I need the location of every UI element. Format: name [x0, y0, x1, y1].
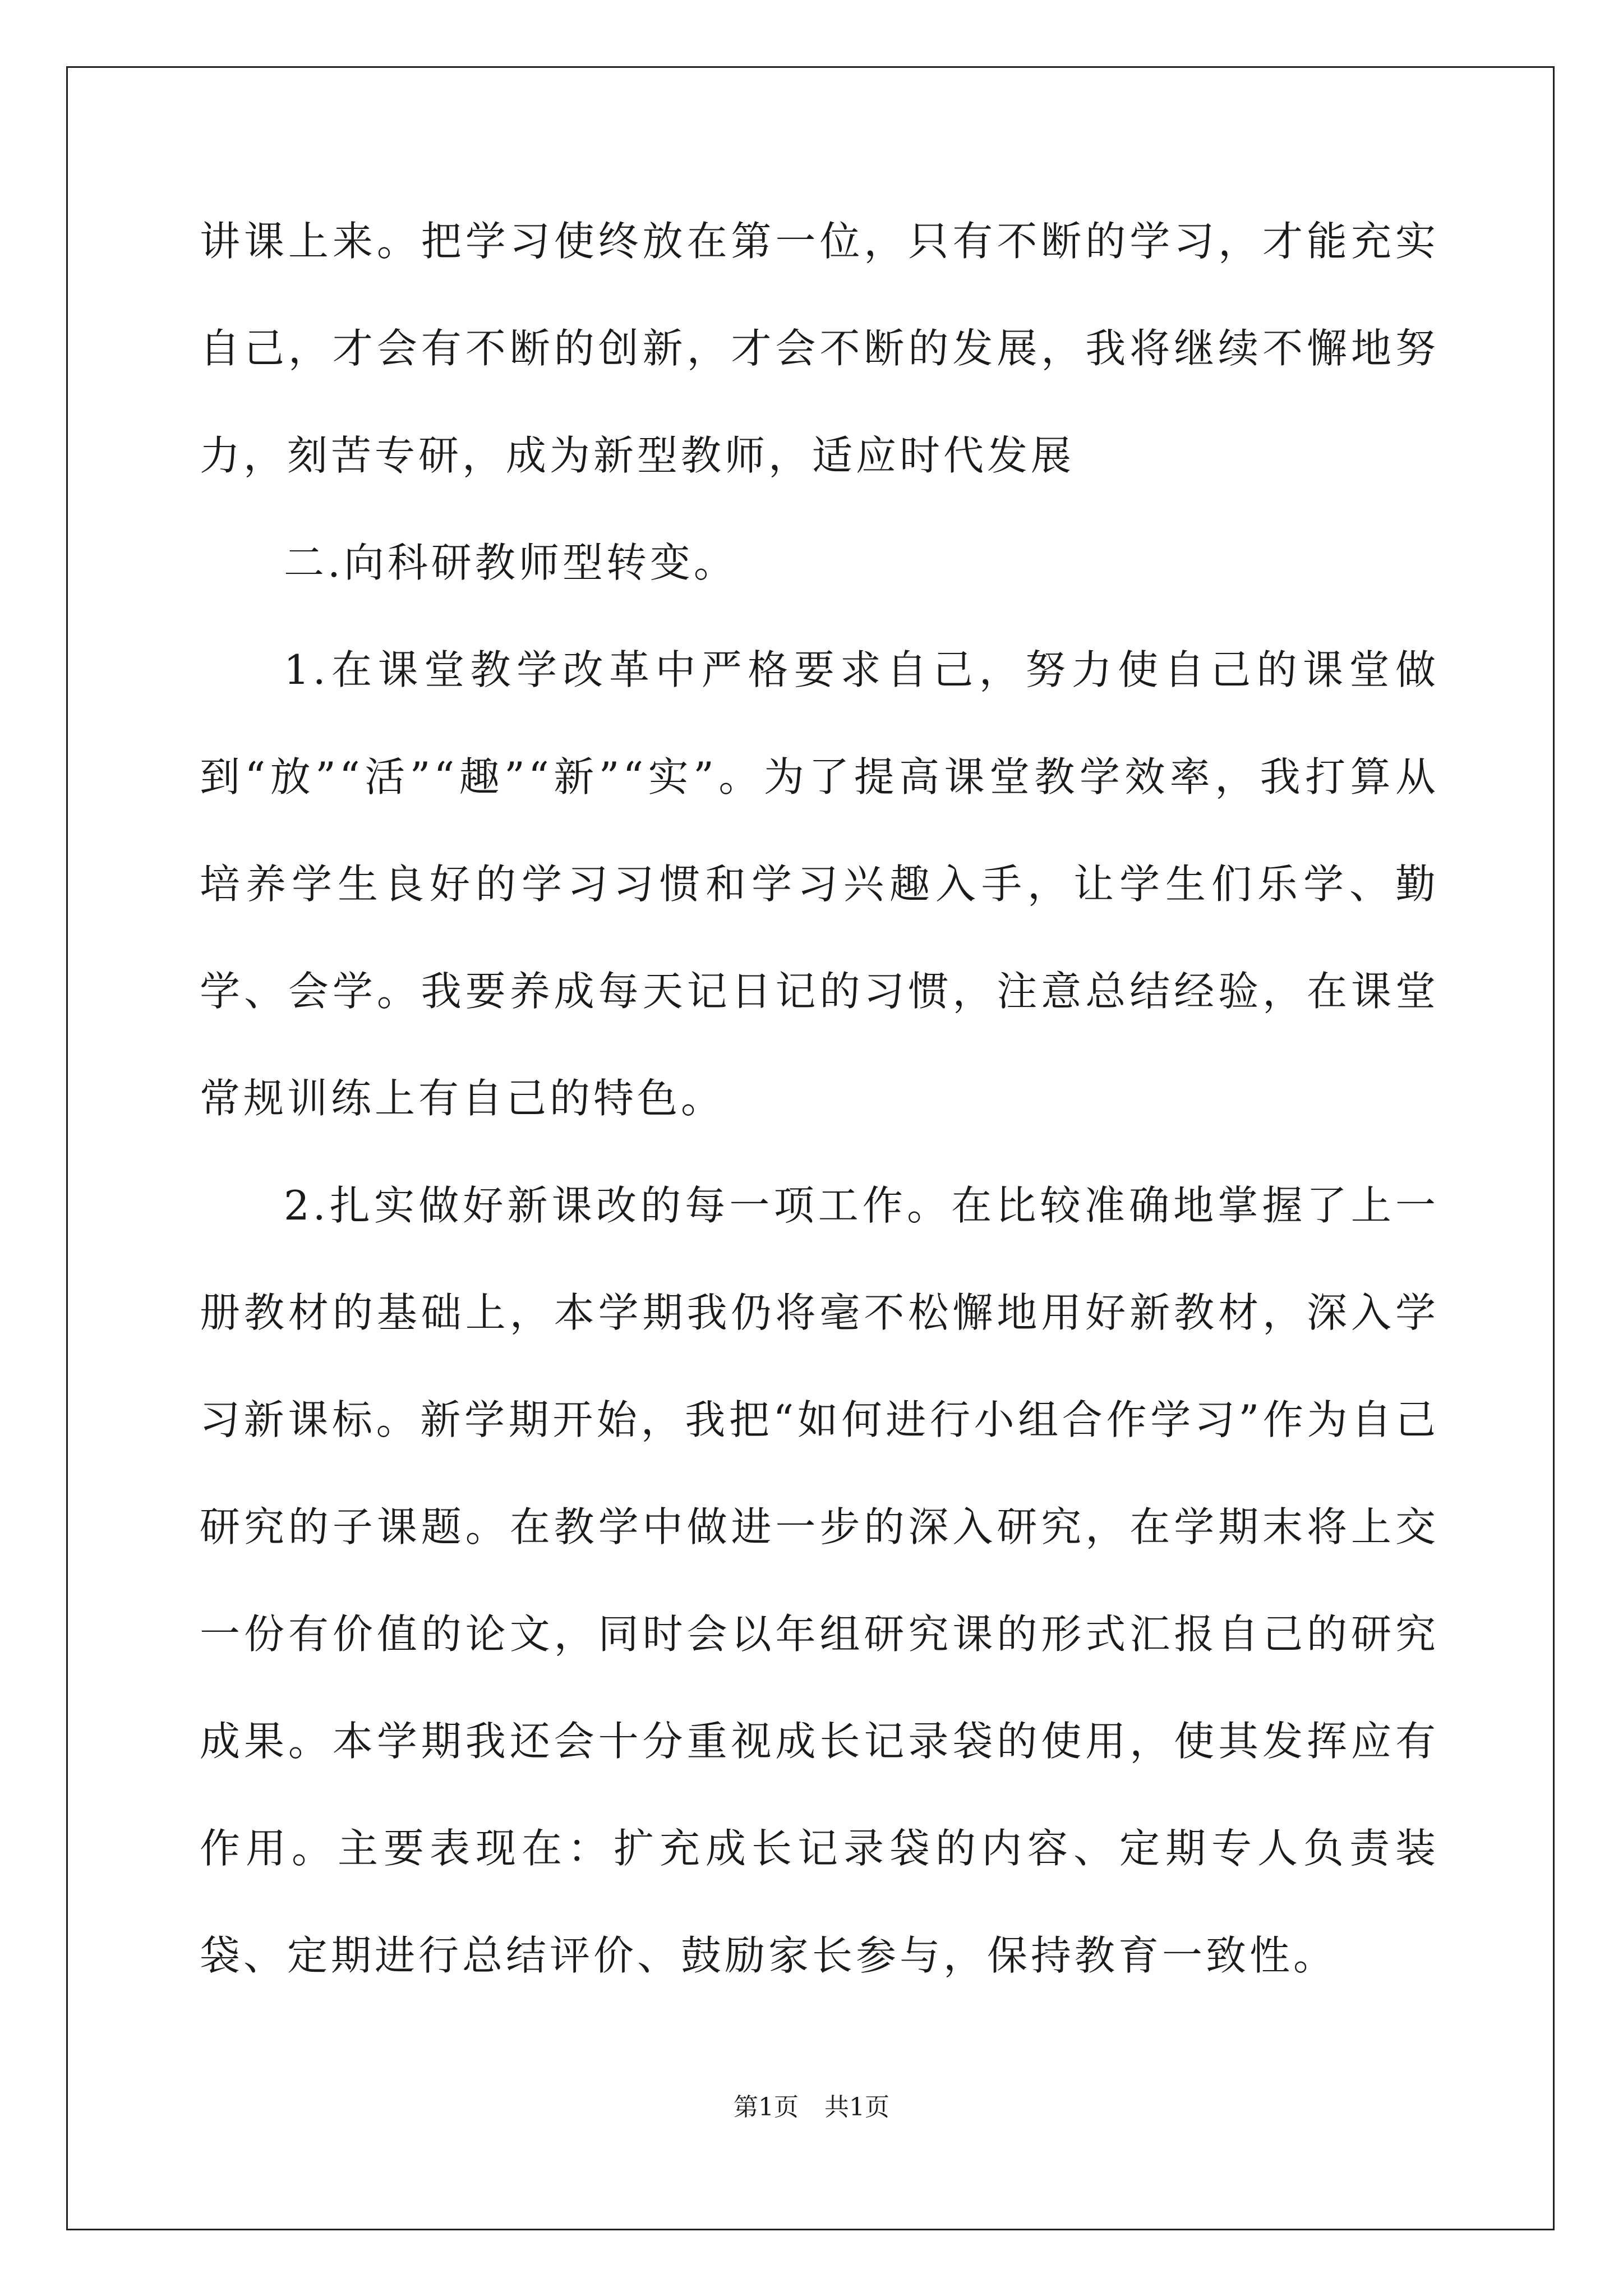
- page-footer: [0, 2087, 1623, 2123]
- page-number-total: 共1页: [824, 2093, 889, 2122]
- paragraph-1: 讲课上来。把学习使终放在第一位，只有不断的学习，才能充实自己，才会有不断的创新，才会不断的发展，我将继续不懈地努力，刻苦专研，成为新型教师，适应时代发展: [200, 218, 1439, 479]
- page-number-current: 第1页: [734, 2093, 799, 2122]
- document-body: [200, 188, 1439, 2009]
- paragraph-3: 1.在课堂教学改革中严格要求自己，努力使自己的课堂做到“放”“活”“趣”“新”“实”。为了提高课堂教学效率，我打算从培养学生良好的学习习惯和学习兴趣入手，让学生们乐学、勤学、会学。我要养成每天记日记的习惯，注意总结经验，在课堂常规训练上有自己的特色。: [200, 646, 1439, 1122]
- paragraph-4: 2.扎实做好新课改的每一项工作。在比较准确地掌握了上一册教材的基础上，本学期我仍将毫不松懈地用好新教材，深入学习新课标。新学期开始，我把“如何进行小组合作学习”作为自己研究的子课题。在教学中做进一步的深入研究，在学期末将上交一份有价值的论文，同时会以年组研究课的形式汇报自己的研究成果。本学期我还会十分重视成长记录袋的使用，使其发挥应有作用。主要表现在：扩充成长记录袋的内容、定期专人负责装袋、定期进行总结评价、鼓励家长参与，保持教育一致性。: [200, 1182, 1439, 1979]
- paragraph-2-heading: 二.向科研教师型转变。: [284, 539, 737, 586]
